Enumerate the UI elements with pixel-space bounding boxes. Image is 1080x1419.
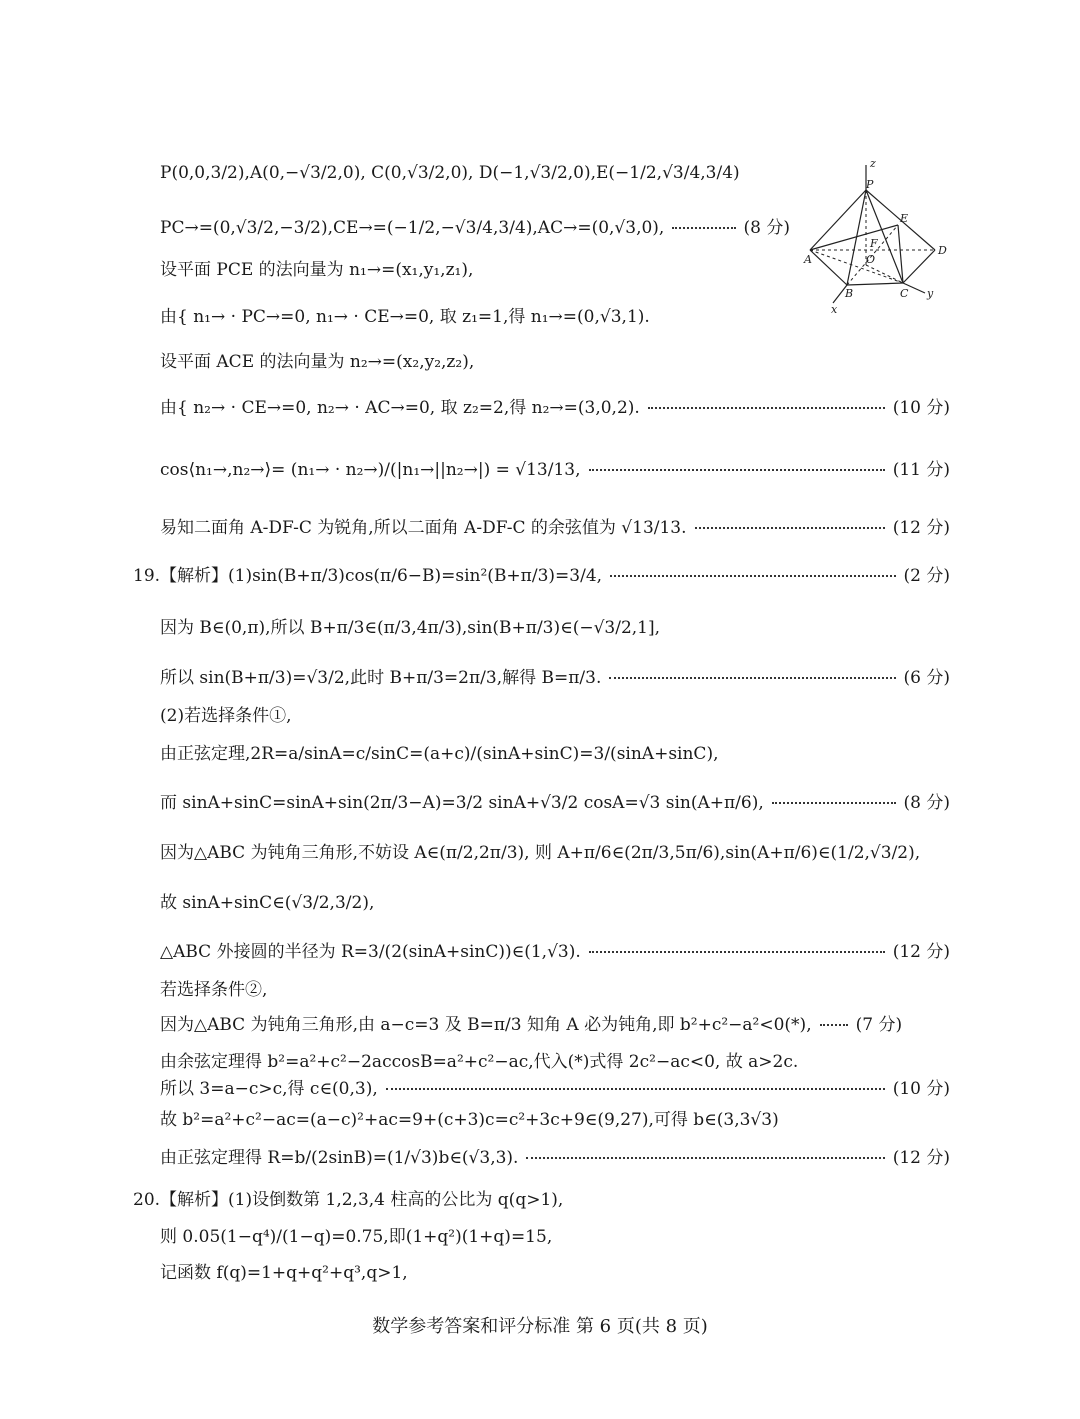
solution-line — [160, 1110, 950, 1130]
score-mark: (8 分) — [903, 793, 950, 813]
label-F: F — [870, 237, 878, 250]
line-text: 由正弦定理,2R=a/sinA=c/sinC=(a+c)/(sinA+sinC)=3/(sinA+sinC), — [160, 744, 719, 764]
solution-line — [160, 843, 950, 863]
score-mark: (10 分) — [892, 398, 950, 418]
system-line — [160, 398, 950, 418]
solution-line — [160, 793, 950, 813]
score-mark: (12 分) — [892, 942, 950, 962]
line-text: 易知二面角 A-DF-C 为锐角,所以二面角 A-DF-C 的余弦值为 √13/13. — [160, 518, 687, 538]
solution-line — [160, 942, 950, 962]
line-text: 则 0.05(1−q⁴)/(1−q)=0.75,即(1+q²)(1+q)=15, — [160, 1227, 553, 1247]
solution-line — [160, 618, 950, 638]
score-mark: (2 分) — [903, 566, 950, 586]
line-text: 由余弦定理得 b²=a²+c²−2accosB=a²+c²−ac,代入(*)式得 2c²−ac<0, 故 a>2c. — [160, 1052, 799, 1072]
line-text: 因为 B∈(0,π),所以 B+π/3∈(π/3,4π/3),sin(B+π/3)∈(−√3/2,1], — [160, 618, 661, 638]
line-text: 由{ n₁→ · PC→=0, n₁→ · CE→=0, 取 z₁=1,得 n₁→=(0,√3,1). — [160, 307, 650, 327]
solution-line — [160, 893, 950, 913]
label-C: C — [900, 287, 909, 300]
score-mark: (10 分) — [892, 1079, 950, 1099]
line-text: 因为△ABC 为钝角三角形,不妨设 A∈(π/2,2π/3), 则 A+π/6∈(2π/3,5π/6),sin(A+π/6)∈(1/2,√3/2), — [160, 843, 921, 863]
line-text: 所以 3=a−c>c,得 c∈(0,3), — [160, 1079, 378, 1099]
leader-dots — [589, 469, 885, 471]
solution-line — [160, 668, 950, 688]
vectors-line — [160, 218, 790, 238]
leader-dots — [386, 1088, 885, 1090]
pyramid-figure — [800, 155, 960, 320]
cosine-line — [160, 460, 950, 480]
line-text: 而 sinA+sinC=sinA+sin(2π/3−A)=3/2 sinA+√3/2 cosA=√3 sin(A+π/6), — [160, 793, 764, 813]
line-text: 设平面 ACE 的法向量为 n₂→=(x₂,y₂,z₂), — [160, 352, 475, 372]
label-A: A — [804, 253, 812, 266]
label-y: y — [927, 287, 934, 300]
score-mark: (12 分) — [892, 518, 950, 538]
problem-20-line — [133, 1190, 950, 1210]
leader-dots — [589, 951, 885, 953]
label-z: z — [870, 157, 876, 170]
line-text: 因为△ABC 为钝角三角形,由 a−c=3 及 B=π/3 知角 A 必为钝角,即 b²+c²−a²<0(*), — [160, 1015, 812, 1035]
solution-line — [160, 1052, 950, 1072]
solution-line — [160, 1015, 950, 1035]
label-O: O — [866, 253, 876, 266]
score-mark: (12 分) — [892, 1148, 950, 1168]
line-text: 所以 sin(B+π/3)=√3/2,此时 B+π/3=2π/3,解得 B=π/3. — [160, 668, 602, 688]
label-E: E — [900, 212, 909, 225]
line-text: (2)若选择条件①, — [160, 706, 292, 726]
score-mark: (11 分) — [892, 460, 950, 480]
line-text: 20.【解析】(1)设倒数第 1,2,3,4 柱高的公比为 q(q>1), — [133, 1190, 564, 1210]
conclusion-line — [160, 518, 950, 538]
leader-dots — [526, 1157, 884, 1159]
solution-line — [160, 1263, 950, 1283]
pyramid-diagram — [800, 155, 960, 320]
line-text: PC→=(0,√3/2,−3/2),CE→=(−1/2,−√3/4,3/4),AC→=(0,√3,0), — [160, 218, 665, 238]
label-B: B — [845, 287, 854, 300]
solution-line — [160, 744, 950, 764]
label-P: P — [866, 178, 874, 191]
leader-dots — [610, 575, 895, 577]
line-text: 设平面 PCE 的法向量为 n₁→=(x₁,y₁,z₁), — [160, 260, 474, 280]
label-x: x — [831, 303, 838, 316]
leader-dots — [772, 802, 896, 804]
label-D: D — [938, 244, 947, 257]
solution-line — [160, 1227, 950, 1247]
line-text: cos⟨n₁→,n₂→⟩= (n₁→ · n₂→)/(|n₁→||n₂→|) = √13/13, — [160, 460, 581, 480]
line-text: 由{ n₂→ · CE→=0, n₂→ · AC→=0, 取 z₂=2,得 n₂→=(3,0,2). — [160, 398, 640, 418]
normal-vector-line — [160, 352, 950, 372]
line-text: 故 sinA+sinC∈(√3/2,3/2), — [160, 893, 375, 913]
line-text: 由正弦定理得 R=b/(2sinB)=(1/√3)b∈(√3,3). — [160, 1148, 519, 1168]
coordinates-line — [160, 163, 770, 183]
leader-dots — [695, 527, 885, 529]
condition-line — [160, 706, 950, 726]
leader-dots — [672, 227, 735, 229]
line-text: 故 b²=a²+c²−ac=(a−c)²+ac=9+(c+3)c=c²+3c+9∈(9,27),可得 b∈(3,3√3) — [160, 1110, 779, 1130]
leader-dots — [648, 407, 885, 409]
condition-line — [160, 980, 950, 1000]
line-text: 记函数 f(q)=1+q+q²+q³,q>1, — [160, 1263, 408, 1283]
leader-dots — [609, 677, 895, 679]
problem-19-line — [133, 566, 950, 586]
line-text: 若选择条件②, — [160, 980, 268, 1000]
solution-line — [160, 1079, 950, 1099]
leader-dots — [820, 1024, 848, 1026]
page-footer: 数学参考答案和评分标准 第 6 页(共 8 页) — [372, 1316, 708, 1337]
solution-line — [160, 1148, 950, 1168]
line-text: 19.【解析】(1)sin(B+π/3)cos(π/6−B)=sin²(B+π/3)=3/4, — [133, 566, 603, 586]
score-mark: (8 分) — [743, 218, 790, 238]
line-text: △ABC 外接圆的半径为 R=3/(2(sinA+sinC))∈(1,√3). — [160, 942, 581, 962]
line-text: P(0,0,3/2),A(0,−√3/2,0), C(0,√3/2,0), D(−1,√3/2,0),E(−1/2,√3/4,3/4) — [160, 163, 740, 183]
score-mark: (6 分) — [903, 668, 950, 688]
score-mark: (7 分) — [855, 1015, 903, 1035]
